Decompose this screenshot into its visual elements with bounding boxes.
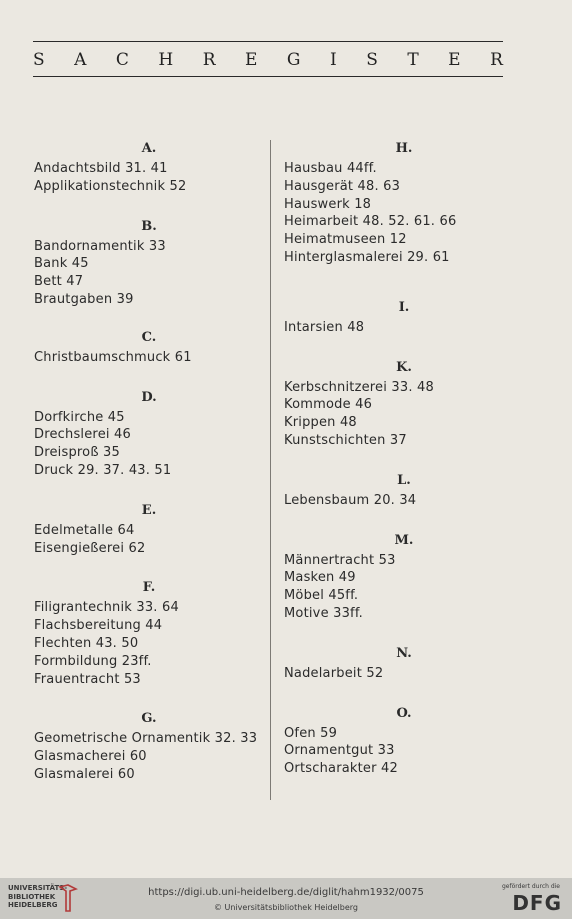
section-letter: O. xyxy=(396,705,412,721)
index-entry: Filigrantechnik 33. 64 xyxy=(34,600,179,616)
title-letter: R xyxy=(490,50,503,70)
section-letter: C. xyxy=(141,329,157,345)
index-entry: Bett 47 xyxy=(34,274,84,290)
section-letter: K. xyxy=(396,359,412,375)
column-divider xyxy=(270,140,271,800)
index-entry: Druck 29. 37. 43. 51 xyxy=(34,462,172,478)
index-entry: Lebensbaum 20. 34 xyxy=(284,492,417,508)
title-letter: S xyxy=(366,50,378,70)
index-entry: Frauentracht 53 xyxy=(34,671,141,687)
index-entry: Brautgaben 39 xyxy=(34,291,134,307)
index-entry: Bandornamentik 33 xyxy=(34,238,166,254)
index-entry: Heimatmuseen 12 xyxy=(284,232,407,248)
index-entry: Applikationstechnik 52 xyxy=(34,178,187,194)
title-letter: T xyxy=(407,50,419,70)
section-letter: F. xyxy=(142,580,156,596)
section-letter: M. xyxy=(394,532,414,548)
title-letter: G xyxy=(286,50,301,70)
index-entry: Masken 49 xyxy=(284,570,356,586)
index-entry: Möbel 45ff. xyxy=(284,588,359,604)
index-entry: Krippen 48 xyxy=(284,415,357,431)
index-entry: Hausgerät 48. 63 xyxy=(284,178,401,194)
section-letter: G. xyxy=(141,711,157,727)
index-entry: Christbaumschmuck 61 xyxy=(34,349,192,365)
section-letter: H. xyxy=(395,141,413,156)
index-entry: Hauswerk 18 xyxy=(284,196,372,212)
title-letter: E xyxy=(448,50,461,70)
library-name-line3: HEIDELBERG xyxy=(8,901,58,909)
title-letter: A xyxy=(74,50,87,70)
header-rule-bottom xyxy=(33,76,503,77)
header-rule-top xyxy=(33,41,503,42)
index-entry: Ofen 59 xyxy=(284,725,338,741)
index-entry: Bank 45 xyxy=(34,256,89,272)
title-letter: S xyxy=(33,50,45,70)
index-entry: Andachtsbild 31. 41 xyxy=(34,161,168,176)
index-entry: Heimarbeit 48. 52. 61. 66 xyxy=(284,214,457,230)
index-entry: Glasmacherei 60 xyxy=(34,749,147,765)
index-entry: Drechslerei 46 xyxy=(34,427,131,443)
index-entry: Hinterglasmalerei 29. 61 xyxy=(284,249,450,265)
index-entry: Ortscharakter 42 xyxy=(284,761,398,777)
library-name-line1: UNIVERSITÄTS- xyxy=(8,884,68,892)
index-entry: Formbildung 23ff. xyxy=(34,653,152,669)
title-letter: H xyxy=(158,50,174,70)
page-title xyxy=(33,50,503,70)
section-letter: N. xyxy=(396,645,412,661)
index-entry: Nadelarbeit 52 xyxy=(284,665,384,681)
title-letter: I xyxy=(330,50,337,70)
permalink-url[interactable]: https://digi.ub.uni-heidelberg.de/diglit/hahm1932/0075 xyxy=(148,887,424,898)
index-column-left xyxy=(34,140,264,784)
title-letter: R xyxy=(202,50,216,70)
section-letter: A. xyxy=(141,141,157,156)
viewer-footer xyxy=(0,878,572,919)
library-name-line2: BIBLIOTHEK xyxy=(8,892,56,901)
index-entry: Intarsien 48 xyxy=(284,319,365,335)
copyright-notice: © Universitätsbibliothek Heidelberg xyxy=(213,903,358,912)
index-entry: Flachsbereitung 44 xyxy=(34,618,163,634)
title-letter: E xyxy=(245,50,258,70)
index-entry: Kunstschichten 37 xyxy=(284,432,407,448)
index-entry: Hausbau 44ff. xyxy=(284,161,377,176)
index-entry: Dorfkirche 45 xyxy=(34,409,125,425)
index-entry: Motive 33ff. xyxy=(284,605,363,621)
index-entry: Glasmalerei 60 xyxy=(34,766,135,782)
section-letter: L. xyxy=(397,472,411,488)
index-entry: Ornamentgut 33 xyxy=(284,743,395,759)
index-entry: Männertracht 53 xyxy=(284,552,396,568)
index-column-right xyxy=(284,140,524,778)
index-entry: Flechten 43. 50 xyxy=(34,635,139,651)
section-letter: E. xyxy=(141,502,157,518)
index-entry: Geometrische Ornamentik 32. 33 xyxy=(34,731,258,747)
index-entry: Kommode 46 xyxy=(284,397,373,413)
title-letter: C xyxy=(115,50,129,70)
dfg-logo: DFG xyxy=(512,891,562,915)
section-letter: D. xyxy=(141,389,157,405)
index-entry: Edelmetalle 64 xyxy=(34,522,135,538)
section-letter: B. xyxy=(141,218,157,234)
index-entry: Dreisproß 35 xyxy=(34,445,120,461)
section-letter: I. xyxy=(398,299,410,315)
funding-note: gefördert durch die xyxy=(502,883,560,890)
index-entry: Kerbschnitzerei 33. 48 xyxy=(284,379,434,395)
index-entry: Eisengießerei 62 xyxy=(34,540,146,556)
